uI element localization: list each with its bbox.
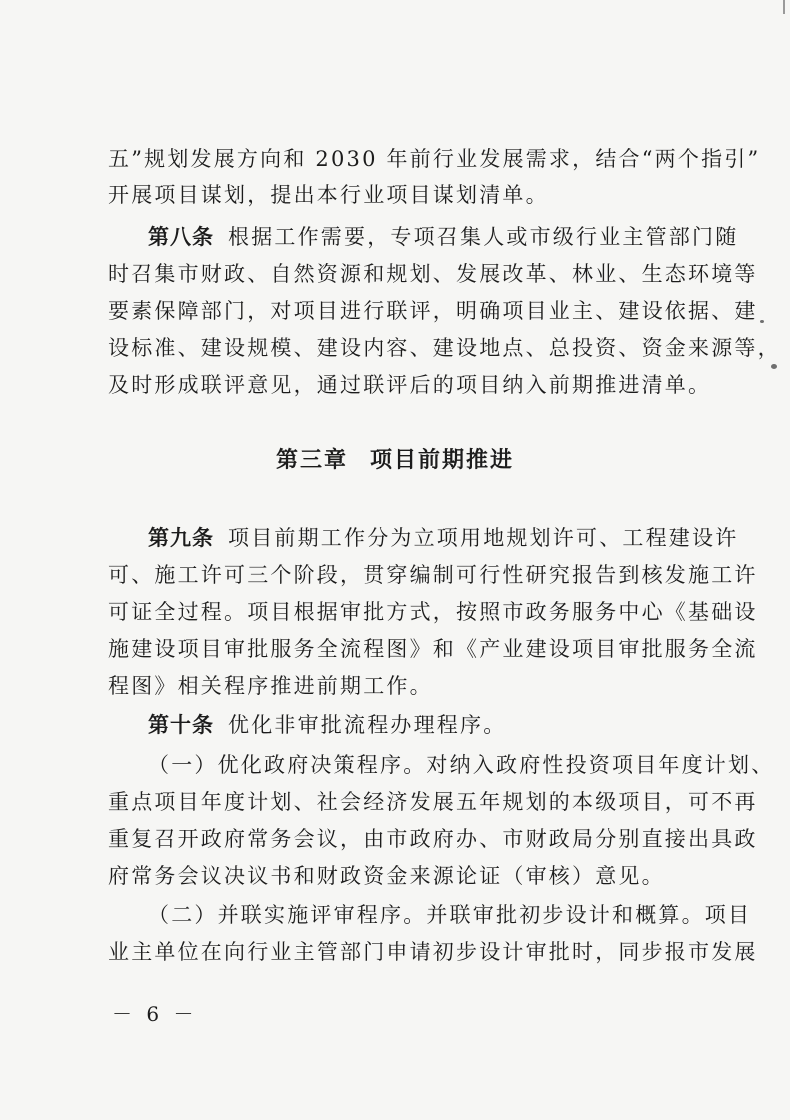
article-8-label: 第八条 (148, 225, 214, 249)
item-1-first-line: （一）优化政府决策程序。对纳入政府性投资项目年度计划、 (148, 753, 775, 777)
article-8-first-line (148, 222, 739, 252)
paragraph-line: 重复召开政府常务会议，由市政府办、市财政局分别直接出具政 (108, 827, 758, 851)
article-9-first-line (148, 523, 739, 553)
paragraph-line: 五”规划发展方向和 2030 年前行业发展需求，结合“两个指引” (108, 147, 761, 171)
paragraph-line: 可、施工许可三个阶段，贯穿编制可行性研究报告到核发施工许 (108, 563, 758, 587)
paragraph-line: 要素保障部门，对项目进行联评，明确项目业主、建设依据、建 (108, 299, 758, 323)
paragraph-line: 府常务会议决议书和财政资金来源论证（审核）意见。 (108, 864, 665, 888)
paragraph-line: 设标准、建设规模、建设内容、建设地点、总投资、资金来源等， (108, 336, 781, 360)
chapter-number: 第三章 (275, 448, 348, 473)
chapter-heading (0, 446, 790, 476)
paragraph-line: 时召集市财政、自然资源和规划、发展改革、林业、生态环境等 (108, 262, 758, 286)
article-8-text: 根据工作需要，专项召集人或市级行业主管部门随 (228, 225, 739, 249)
paragraph-line: 可证全过程。项目根据审批方式，按照市政务服务中心《基础设 (108, 600, 758, 624)
item-2-first-line: （二）并联实施评审程序。并联审批初步设计和概算。项目 (148, 903, 752, 927)
paragraph-line: 施建设项目审批服务全流程图》和《产业建设项目审批服务全流 (108, 637, 758, 661)
article-10-label: 第十条 (148, 713, 214, 737)
scan-speck (760, 320, 764, 323)
article-9-label: 第九条 (148, 526, 214, 550)
scan-edge-mark (783, 0, 785, 14)
chapter-title: 项目前期推进 (370, 448, 515, 473)
scan-speck (771, 364, 777, 369)
article-10-text: 优化非审批流程办理程序。 (228, 713, 507, 737)
article-10-first-line (148, 710, 698, 740)
paragraph-line: 开展项目谋划，提出本行业项目谋划清单。 (108, 183, 549, 207)
paragraph-line: 及时形成联评意见，通过联评后的项目纳入前期推进清单。 (108, 373, 712, 397)
paragraph-line: 重点项目年度计划、社会经济发展五年规划的本级项目，可不再 (108, 790, 758, 814)
article-9-text: 项目前期工作分为立项用地规划许可、工程建设许 (228, 526, 739, 550)
paragraph-line: 程图》相关程序推进前期工作。 (108, 674, 433, 698)
paragraph-line: 业主单位在向行业主管部门申请初步设计审批时，同步报市发展 (108, 940, 758, 964)
page-number: － 6 － (112, 1002, 198, 1026)
